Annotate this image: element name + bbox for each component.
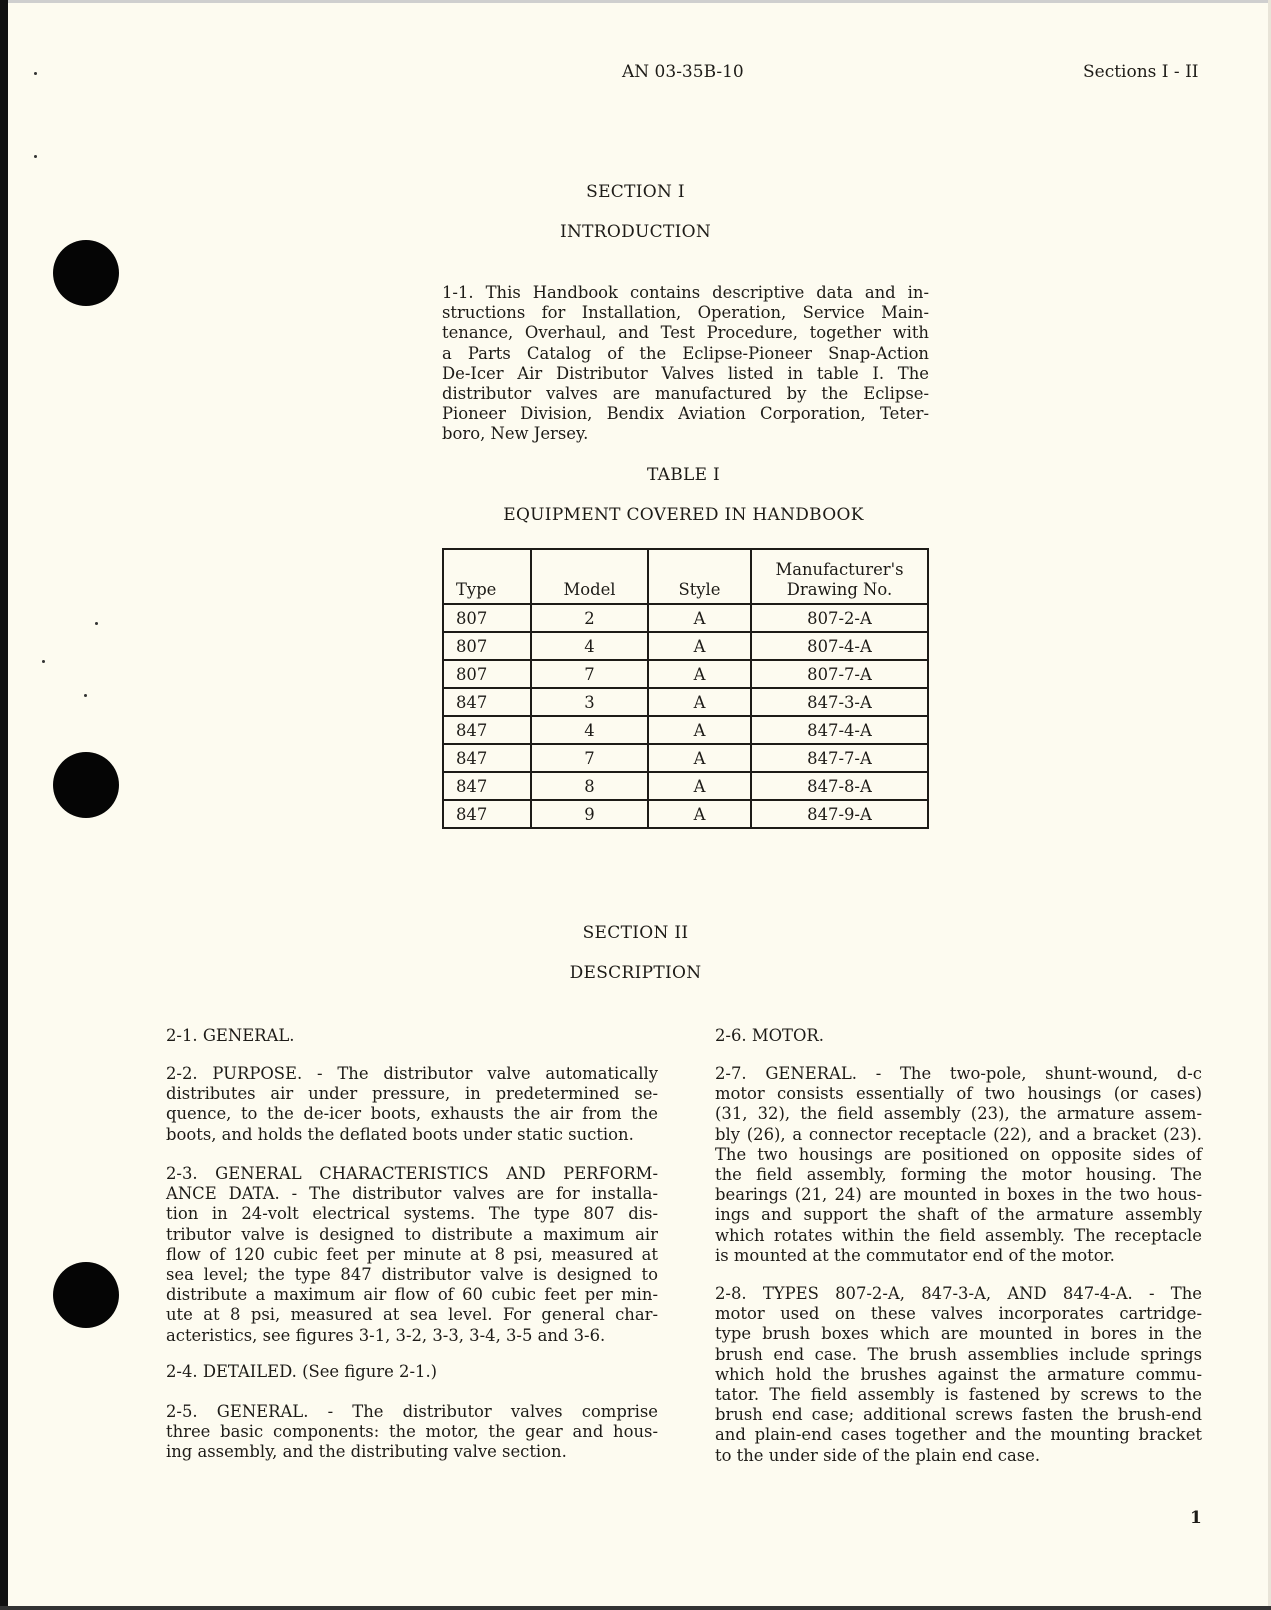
scan-speck: [84, 694, 87, 697]
binder-hole-icon: [53, 240, 119, 306]
text-line: The two housings are positioned on opposite sides of: [715, 1144, 1202, 1164]
cell-style: A: [648, 744, 751, 772]
table-row: [443, 632, 928, 660]
text-line: sea level; the type 847 distributor valve is designed to: [166, 1265, 658, 1285]
text-line: 2-5. GENERAL. - The distributor valves comprise: [166, 1402, 658, 1421]
table-row: [443, 744, 928, 772]
text-line: motor used on these valves incorporates cartridge-: [715, 1304, 1202, 1324]
text-line: ings and support the shaft of the armature assembly: [715, 1205, 1202, 1225]
section-1-title: SECTION I: [586, 182, 685, 202]
text-line: ing assembly, and the distributing valve section.: [166, 1442, 567, 1462]
binder-hole-icon: [53, 752, 119, 818]
text-line: De-Icer Air Distributor Valves listed in table I. The: [442, 363, 929, 383]
cell-drawing: 807-2-A: [751, 604, 928, 632]
cell-type: 847: [443, 800, 531, 828]
cell-type: 807: [443, 632, 531, 660]
text-line: Pioneer Division, Bendix Aviation Corporation, Teter-: [442, 404, 929, 424]
cell-style: A: [648, 604, 751, 632]
text-line: brush end case; additional screws fasten the brush-end: [715, 1405, 1202, 1425]
cell-model: 2: [531, 604, 648, 632]
paragraph-2-2: [166, 1064, 658, 1145]
cell-drawing: 847-9-A: [751, 800, 928, 828]
text-line: ute at 8 psi, measured at sea level. For general char-: [166, 1305, 658, 1325]
cell-drawing: 807-4-A: [751, 632, 928, 660]
text-line: boro, New Jersey.: [442, 424, 589, 444]
text-line: motor consists essentially of two housings (or cases): [715, 1084, 1202, 1104]
cell-style: A: [648, 632, 751, 660]
cell-style: A: [648, 716, 751, 744]
paragraph-2-3: [166, 1164, 658, 1346]
section-1-subtitle: INTRODUCTION: [559, 222, 712, 242]
cell-drawing: 847-8-A: [751, 772, 928, 800]
table-header-row: [443, 549, 928, 604]
text-line: bearings (21, 24) are mounted in boxes in the two hous-: [715, 1185, 1202, 1205]
cell-drawing: 847-7-A: [751, 744, 928, 772]
column-header-type: Type: [443, 549, 531, 604]
scan-speck: [34, 72, 37, 75]
cell-type: 807: [443, 604, 531, 632]
table-label: TABLE I: [646, 465, 721, 485]
text-line: distribute a maximum air flow of 60 cubic feet per min-: [166, 1285, 658, 1305]
cell-drawing: 807-7-A: [751, 660, 928, 688]
scan-speck: [42, 660, 45, 663]
paragraph-2-1: 2-1. GENERAL.: [166, 1026, 295, 1045]
text-line: tator. The field assembly is fastened by screws to the: [715, 1385, 1202, 1405]
text-line: tion in 24-volt electrical systems. The type 807 dis-: [166, 1204, 658, 1224]
text-line: quence, to the de-icer boots, exhausts the air from the: [166, 1104, 658, 1124]
cell-type: 847: [443, 744, 531, 772]
cell-type: 847: [443, 716, 531, 744]
text-line: 1-1. This Handbook contains descriptive data and in-: [442, 283, 929, 302]
equipment-table: [442, 548, 929, 829]
section-2-title: SECTION II: [582, 923, 689, 943]
text-line: 2-3. GENERAL CHARACTERISTICS AND PERFORM-: [166, 1164, 658, 1183]
cell-model: 8: [531, 772, 648, 800]
text-line: to the under side of the plain end case.: [715, 1445, 1041, 1465]
cell-model: 7: [531, 744, 648, 772]
text-line: 2-7. GENERAL. - The two-pole, shunt-wound, d-c: [715, 1064, 1202, 1083]
text-line: boots, and holds the deflated boots under static suction.: [166, 1124, 634, 1144]
text-line: type brush boxes which are mounted in bores in the: [715, 1324, 1202, 1344]
scan-speck: [95, 622, 98, 625]
column-header-drawing-no: [751, 549, 928, 604]
header-line: Manufacturer's: [775, 560, 904, 579]
text-line: flow of 120 cubic feet per minute at 8 psi, measured at: [166, 1244, 658, 1264]
cell-style: A: [648, 688, 751, 716]
cell-style: A: [648, 772, 751, 800]
text-line: 2-8. TYPES 807-2-A, 847-3-A, AND 847-4-A. - The: [715, 1284, 1202, 1303]
text-line: brush end case. The brush assemblies include springs: [715, 1344, 1202, 1364]
cell-style: A: [648, 800, 751, 828]
text-line: tenance, Overhaul, and Test Procedure, together with: [442, 323, 929, 343]
page-number: 1: [1190, 1508, 1202, 1528]
table-row: [443, 772, 928, 800]
header-line: Drawing No.: [786, 580, 893, 599]
text-line: tributor valve is designed to distribute a maximum air: [166, 1224, 658, 1244]
cell-model: 7: [531, 660, 648, 688]
text-line: and plain-end cases together and the mounting bracket: [715, 1425, 1202, 1445]
text-line: distributor valves are manufactured by the Eclipse-: [442, 384, 929, 404]
text-line: bly (26), a connector receptacle (22), and a bracket (23).: [715, 1124, 1202, 1144]
cell-type: 847: [443, 772, 531, 800]
cell-type: 847: [443, 688, 531, 716]
paragraph-2-8: [715, 1284, 1202, 1466]
text-line: 2-2. PURPOSE. - The distributor valve automatically: [166, 1064, 658, 1083]
cell-model: 3: [531, 688, 648, 716]
scan-speck: [34, 155, 37, 158]
scan-bottom-edge: [0, 1606, 1271, 1610]
table-row: [443, 660, 928, 688]
table-row: [443, 688, 928, 716]
column-header-style: Style: [648, 549, 751, 604]
paragraph-2-5: [166, 1402, 658, 1463]
text-line: is mounted at the commutator end of the motor.: [715, 1245, 1115, 1265]
text-line: acteristics, see figures 3-1, 3-2, 3-3, 3-4, 3-5 and 3-6.: [166, 1325, 606, 1345]
table-row: [443, 800, 928, 828]
text-line: which hold the brushes against the armature commu-: [715, 1364, 1202, 1384]
table-row: [443, 716, 928, 744]
cell-drawing: 847-4-A: [751, 716, 928, 744]
paragraph-2-4: 2-4. DETAILED. (See figure 2-1.): [166, 1362, 438, 1381]
paragraph-1-1: [442, 283, 929, 445]
document-number: AN 03-35B-10: [622, 62, 744, 82]
paragraph-2-7: [715, 1064, 1202, 1266]
cell-drawing: 847-3-A: [751, 688, 928, 716]
cell-model: 4: [531, 632, 648, 660]
text-line: which rotates within the field assembly. The receptacle: [715, 1225, 1202, 1245]
text-line: ANCE DATA. - The distributor valves are for installa-: [166, 1184, 658, 1204]
text-line: (31, 32), the field assembly (23), the armature assem-: [715, 1104, 1202, 1124]
text-line: three basic components: the motor, the gear and hous-: [166, 1422, 658, 1442]
section-2-subtitle: DESCRIPTION: [569, 963, 702, 983]
section-range: Sections I - II: [1083, 62, 1199, 82]
cell-type: 807: [443, 660, 531, 688]
text-line: a Parts Catalog of the Eclipse-Pioneer Snap-Action: [442, 343, 929, 363]
table-row: [443, 604, 928, 632]
paragraph-2-6: 2-6. MOTOR.: [715, 1026, 824, 1045]
text-line: distributes air under pressure, in predetermined se-: [166, 1084, 658, 1104]
cell-style: A: [648, 660, 751, 688]
cell-model: 9: [531, 800, 648, 828]
table-title: EQUIPMENT COVERED IN HANDBOOK: [503, 505, 864, 525]
binder-hole-icon: [53, 1262, 119, 1328]
text-line: the field assembly, forming the motor housing. The: [715, 1165, 1202, 1185]
scan-top-edge: [0, 0, 1271, 3]
column-header-model: Model: [531, 549, 648, 604]
cell-model: 4: [531, 716, 648, 744]
text-line: structions for Installation, Operation, Service Main-: [442, 303, 929, 323]
